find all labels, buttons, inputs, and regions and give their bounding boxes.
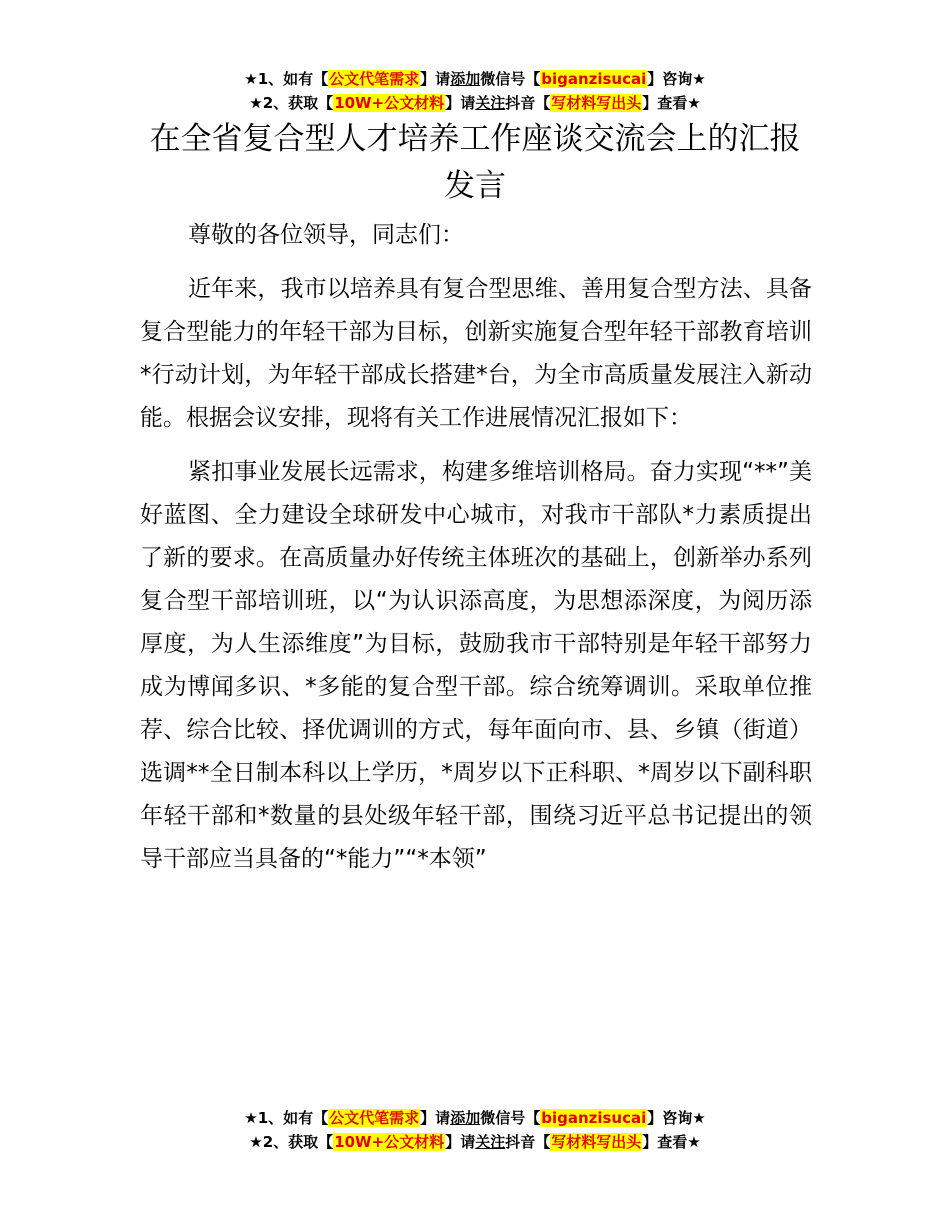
promo-highlight: 10W+公文材料 bbox=[334, 1133, 445, 1151]
promo-text: 】咨询★ bbox=[647, 1109, 706, 1127]
promo-highlight: 公文代笔需求 bbox=[329, 70, 420, 88]
promo-underline: 添加 bbox=[450, 70, 481, 88]
body-paragraph: 紧扣事业发展长远需求，构建多维培训格局。奋力实现“**”美好蓝图、全力建设全球研发中心城市，对我市干部队*力素质提出了新的要求。在高质量办好传统主体班次的基础上，创新举办系列复合型干部培训班，以“为认识添高度，为思想添深度，为阅历添厚度，为人生添维度”为目标，鼓励我市干部特别是年轻干部努力成为博闻多识、*多能的复合型干部。综合统筹调训。采取单位推荐、综合比较、择优调训的方式，每年面向市、县、乡镇（街道）选调**全日制本科以上学历，*周岁以下正科职、*周岁以下副科职年轻干部和*数量的县处级年轻干部，围绕习近平总书记提出的领导干部应当具备的“*能力”“*本领” bbox=[140, 459, 812, 872]
promo-text: 微信号【 bbox=[480, 1109, 541, 1127]
promo-highlight: biganzisucai bbox=[541, 1109, 647, 1127]
promo-text: 】请 bbox=[445, 1133, 476, 1151]
document-title: 在全省复合型人才培养工作座谈交流会上的汇报发言 bbox=[149, 121, 801, 204]
promo-line-1 bbox=[0, 1106, 950, 1130]
promo-underline: 添加 bbox=[450, 1109, 481, 1127]
promo-line-2 bbox=[0, 1130, 950, 1154]
promo-underline: 关注 bbox=[475, 1133, 506, 1151]
promo-highlight: 写材料写出头 bbox=[551, 94, 642, 112]
promo-text: 】咨询★ bbox=[647, 70, 706, 88]
promo-text: 】请 bbox=[420, 70, 451, 88]
promo-text: 抖音【 bbox=[505, 94, 551, 112]
header-promo-banner bbox=[0, 67, 950, 115]
promo-underline: 关注 bbox=[475, 94, 506, 112]
promo-text: 微信号【 bbox=[480, 70, 541, 88]
promo-text: 】请 bbox=[445, 94, 476, 112]
salutation-paragraph: 尊敬的各位领导，同志们： bbox=[188, 222, 464, 248]
footer-promo-banner bbox=[0, 1106, 950, 1154]
promo-highlight: 10W+公文材料 bbox=[334, 94, 445, 112]
promo-text: ★2、获取【 bbox=[249, 1133, 334, 1151]
document-body bbox=[140, 214, 812, 892]
promo-highlight: biganzisucai bbox=[541, 70, 647, 88]
promo-text: 抖音【 bbox=[505, 1133, 551, 1151]
promo-text: ★1、如有【 bbox=[244, 1109, 329, 1127]
promo-text: ★2、获取【 bbox=[249, 94, 334, 112]
promo-highlight: 写材料写出头 bbox=[551, 1133, 642, 1151]
promo-text: 】查看★ bbox=[642, 1133, 701, 1151]
promo-text: 】请 bbox=[420, 1109, 451, 1127]
promo-highlight: 公文代笔需求 bbox=[329, 1109, 420, 1127]
promo-line-2 bbox=[0, 91, 950, 115]
promo-text: 】查看★ bbox=[642, 94, 701, 112]
body-paragraph: 近年来，我市以培养具有复合型思维、善用复合型方法、具备复合型能力的年轻干部为目标，创新实施复合型年轻干部教育培训*行动计划，为年轻干部成长搭建*台，为全市高质量发展注入新动能。根据会议安排，现将有关工作进展情况汇报如下： bbox=[140, 276, 812, 431]
promo-line-1 bbox=[0, 67, 950, 91]
promo-text: ★1、如有【 bbox=[244, 70, 329, 88]
